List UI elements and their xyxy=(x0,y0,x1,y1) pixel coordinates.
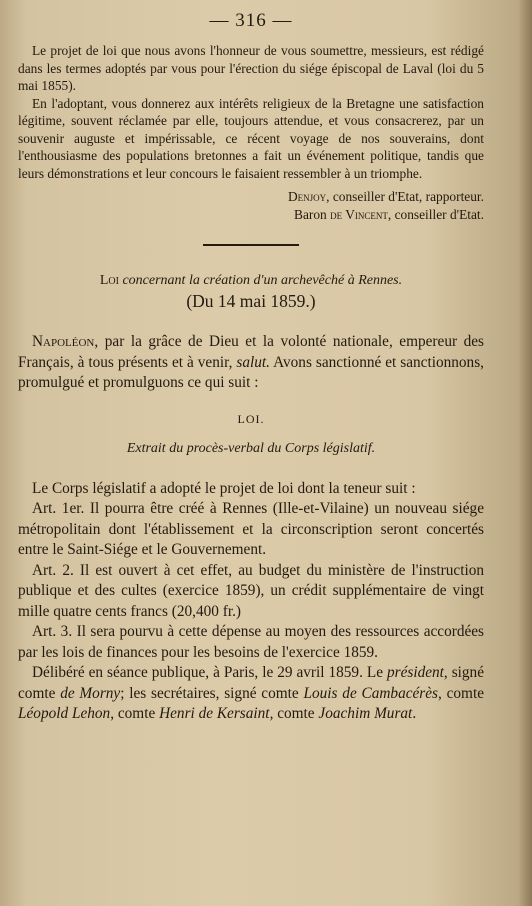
section-divider xyxy=(203,244,299,246)
signature-prefix: Baron xyxy=(294,207,331,222)
signature-title: , conseiller d'Etat, rapporteur. xyxy=(326,189,484,204)
loi-date: (Du 14 mai 1859.) xyxy=(186,291,316,311)
loi-heading xyxy=(18,272,484,290)
napoleon-text-2: Avons sanctionné et sanctionnons, promulgué et promulguons ce qui suit : xyxy=(18,353,484,391)
final-text: , comte xyxy=(438,684,484,702)
signature-title: , conseiller d'Etat. xyxy=(387,207,484,222)
napoleon-text-1: , par la grâce de Dieu et la volonté nationale, empereur des Français, à tous présents et à venir, xyxy=(18,333,484,371)
intro-paragraph-2: En l'adoptant, vous donnerez aux intérêts religieux de la Bretagne une satisfaction légitime, souvent réclamée par elle, toujours attendue, et vous consacrerez, par un souvenir auguste et impérissable, ce récent voyage de nos souverains, dont l'enthousiasme des populations bretonnes a fait un événement politique, tandis que leurs démonstrations et leur concours le faisaient ressembler à un triomphe. xyxy=(18,95,484,181)
page-number: — 316 — xyxy=(209,10,293,31)
final-kersaint: Henri de Kersaint xyxy=(159,705,270,722)
loi-heading-prefix: Loi xyxy=(99,273,119,288)
extrait-heading: Extrait du procès-verbal du Corps législatif. xyxy=(126,440,376,456)
intro-paragraph-1: Le projet de loi que nous avons l'honneur de vous soumettre, messieurs, est rédigé dans les termes adoptés par vous pour l'érection du siége épiscopal de Laval (loi du 5 mai 1855). xyxy=(18,43,484,93)
napoleon-salut: salut. xyxy=(236,353,270,371)
loi-heading-title: concernant la création d'un archevêché à Rennes. xyxy=(118,273,403,288)
final-cambaceres: Louis de Cambacérès xyxy=(303,684,438,702)
final-murat: Joachim Murat xyxy=(318,705,413,722)
final-president: président xyxy=(386,664,444,681)
article-1: Art. 1er. Il pourra être créé à Rennes (Ille-et-Vilaine) un nouveau siége métropolitain dont l'établissement et la circonscription seront concertés entre le Saint-Siége et le Gouvernement. xyxy=(18,500,484,558)
signature-block xyxy=(18,188,484,224)
final-text: ; les secrétaires, signé comte xyxy=(120,684,304,702)
loi-label: LOI. xyxy=(237,411,265,426)
final-text: , signé comte xyxy=(18,664,484,702)
signature-name: de Vincent xyxy=(330,207,388,222)
page-edge-shadow xyxy=(518,0,532,906)
final-text: Délibéré en séance publique, à Paris, le 29 avril 1859. Le xyxy=(32,664,387,681)
signature-denjoy xyxy=(18,188,484,206)
body-paragraph-intro: Le Corps législatif a adopté le projet de loi dont la teneur suit : xyxy=(32,479,416,497)
final-paragraph xyxy=(18,663,484,725)
signature-vincent xyxy=(18,206,484,224)
final-morny: de Morny xyxy=(60,684,121,702)
final-text: . xyxy=(412,705,417,722)
signature-name: Denjoy xyxy=(287,189,327,204)
article-2: Art. 2. Il est ouvert à cet effet, au budget du ministère de l'instruction publique et des cultes (exercice 1859), un crédit supplémentaire de vingt mille quatre cents francs (20,400 fr.) xyxy=(18,561,484,620)
napoleon-name: Napoléon xyxy=(32,333,95,350)
page-content xyxy=(18,10,484,725)
final-lehon: Léopold Lehon xyxy=(18,705,111,722)
final-text: , comte xyxy=(269,705,319,722)
napoleon-paragraph xyxy=(18,332,484,394)
final-text: , comte xyxy=(110,705,160,722)
article-3: Art. 3. Il sera pourvu à cette dépense au moyen des ressources accordées par les lois de finances pour les besoins de l'exercice 1859. xyxy=(18,623,484,661)
